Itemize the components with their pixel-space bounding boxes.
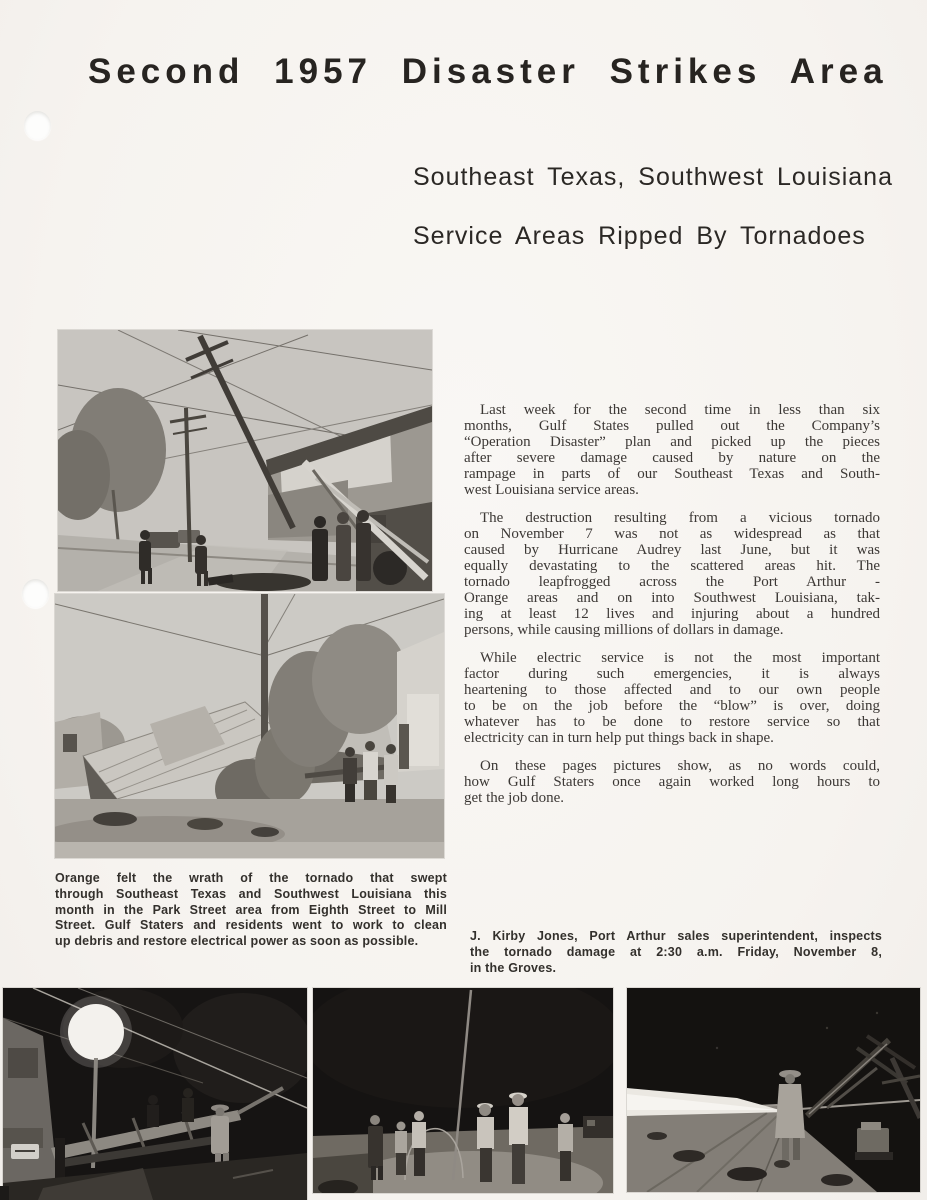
paragraph-1: [464, 402, 880, 498]
caption-line: J. Kirby Jones, Port Arthur sales superintendent, inspects: [470, 929, 882, 943]
paragraph-2: [464, 510, 880, 638]
body-line: Orange areas and on into Southwest Louisiana, tak-: [464, 590, 880, 606]
subtitle-line-1: Southeast Texas, Southwest Louisiana: [413, 163, 893, 191]
page-title: Second 1957 Disaster Strikes Area: [88, 52, 888, 91]
body-line: Last week for the second time in less than six: [480, 402, 880, 418]
body-line: On these pages pictures show, as no words could,: [480, 758, 880, 774]
body-line: after severe damage caused by nature on the: [464, 450, 880, 466]
body-line: While electric service is not the most important: [480, 650, 880, 666]
caption-right-photo: [470, 929, 882, 976]
caption-line: Street. Gulf Staters and residents went to work to clean: [55, 918, 447, 933]
body-line: rampage in parts of our Southeast Texas and South-: [464, 466, 880, 482]
photo-night-truck-art: [3, 988, 307, 1200]
body-line: months, Gulf States pulled out the Company’s: [464, 418, 880, 434]
subtitle-line-2: Service Areas Ripped By Tornadoes: [413, 222, 866, 250]
caption-line: through Southeast Texas and Southwest Louisiana this: [55, 886, 447, 901]
photo-night-road-art: [627, 988, 920, 1192]
body-line: ing at least 12 lives and injuring about a hundred: [464, 606, 880, 622]
punch-hole-top: [24, 111, 51, 140]
body-line: factor during such emergencies, it is always: [464, 666, 880, 682]
body-line: caused by Hurricane Audrey last June, but it was: [464, 542, 880, 558]
article-body: [464, 402, 880, 818]
caption-line: month in the Park Street area from Eighth Street to Mill: [55, 902, 447, 917]
body-line: persons, while causing millions of dollars in damage.: [464, 622, 784, 638]
photo-street-scene-art: [58, 330, 432, 591]
photo-wrecked-house: [55, 594, 444, 858]
body-line: “Operation Disaster” plan and picked up the pieces: [464, 434, 880, 450]
body-line: how Gulf Staters once again worked long hours to: [464, 774, 880, 790]
punch-hole-bottom: [22, 579, 49, 608]
body-line: equally devastating to the scattered areas hit. The: [464, 558, 880, 574]
paragraph-3: [464, 650, 880, 746]
caption-line: up debris and restore electrical power as soon as possible.: [55, 934, 419, 949]
body-line: electricity can in turn help put things back in shape.: [464, 730, 774, 746]
body-line: west Louisiana service areas.: [464, 482, 639, 498]
photo-wrecked-house-art: [55, 594, 444, 858]
photo-night-road: [627, 988, 920, 1192]
paragraph-4: [464, 758, 880, 806]
body-line: tornado leapfrogged across the Port Arthur -: [464, 574, 880, 590]
photo-night-crew: [313, 988, 613, 1193]
body-line: whatever has to be done to restore service so that: [464, 714, 880, 730]
body-line: on November 7 was not as widespread as that: [464, 526, 880, 542]
caption-left-photos: [55, 871, 447, 950]
photo-night-crew-art: [313, 988, 613, 1193]
caption-line: the tornado damage at 2:30 a.m. Friday, November 8,: [470, 944, 882, 959]
subtitle: [413, 163, 905, 251]
body-line: The destruction resulting from a vicious tornado: [480, 510, 880, 526]
photo-street-scene: [58, 330, 432, 591]
body-line: to be on the job before the “blow” is over, doing: [464, 698, 880, 714]
body-line: heartening to those affected and to our own people: [464, 682, 880, 698]
caption-line: Orange felt the wrath of the tornado that swept: [55, 871, 447, 885]
body-line: get the job done.: [464, 790, 564, 806]
photo-night-truck: [3, 988, 307, 1200]
caption-line: in the Groves.: [470, 960, 557, 975]
scan-artifact-mark: [0, 1186, 9, 1200]
